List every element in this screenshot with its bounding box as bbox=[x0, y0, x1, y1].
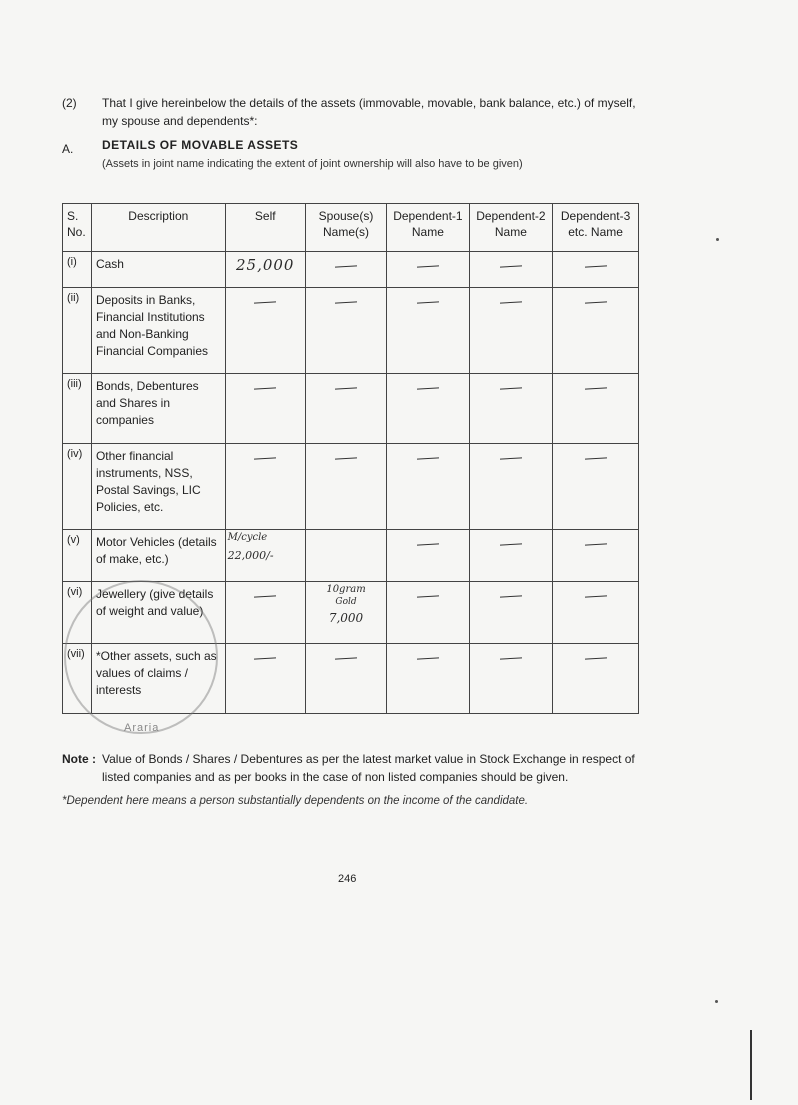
paragraph-number: (2) bbox=[62, 96, 77, 110]
spouse-value bbox=[305, 582, 386, 644]
table-row bbox=[63, 288, 639, 374]
self-value bbox=[225, 530, 305, 582]
nil-dash bbox=[500, 265, 522, 267]
nil-dash bbox=[335, 657, 357, 659]
nil-dash bbox=[500, 387, 522, 389]
dependent-2-value bbox=[469, 444, 553, 530]
dependent-3-value bbox=[553, 582, 639, 644]
header-sno: S. No. bbox=[63, 204, 92, 252]
self-value bbox=[225, 582, 305, 644]
spouse-value bbox=[305, 530, 386, 582]
table-row bbox=[63, 530, 639, 582]
dependent-1-value bbox=[387, 444, 469, 530]
dependent-1-value bbox=[387, 582, 469, 644]
scan-speck bbox=[716, 238, 719, 241]
row-description: Other financial instruments, NSS, Postal Savings, LIC Policies, etc. bbox=[91, 444, 225, 530]
row-description: Bonds, Debentures and Shares in companies bbox=[91, 374, 225, 444]
nil-dash bbox=[585, 543, 607, 545]
nil-dash bbox=[254, 387, 276, 389]
section-letter: A. bbox=[62, 142, 74, 156]
self-value bbox=[225, 252, 305, 288]
nil-dash bbox=[417, 265, 439, 267]
self-value bbox=[225, 444, 305, 530]
dependent-2-value bbox=[469, 530, 553, 582]
row-sno: (v) bbox=[63, 530, 92, 582]
dependent-3-value bbox=[553, 644, 639, 714]
note-block bbox=[62, 750, 652, 784]
jewellery-value: 7,000 bbox=[328, 611, 364, 625]
self-value bbox=[225, 288, 305, 374]
scan-edge-mark bbox=[750, 1030, 752, 1100]
nil-dash bbox=[500, 657, 522, 659]
nil-dash bbox=[417, 387, 439, 389]
nil-dash bbox=[254, 595, 276, 597]
nil-dash bbox=[417, 657, 439, 659]
row-sno: (vii) bbox=[63, 644, 92, 714]
nil-dash bbox=[585, 457, 607, 459]
table-row bbox=[63, 252, 639, 288]
row-description: Deposits in Banks, Financial Institutions and Non-Banking Financial Companies bbox=[91, 288, 225, 374]
header-dependent-3: Dependent-3 etc. Name bbox=[553, 204, 639, 252]
nil-dash bbox=[417, 457, 439, 459]
vehicle-value: 22,000/- bbox=[227, 549, 274, 562]
nil-dash bbox=[417, 595, 439, 597]
header-dependent-1: Dependent-1 Name bbox=[387, 204, 469, 252]
stamp-text: Araria bbox=[124, 722, 160, 734]
dependent-2-value bbox=[469, 582, 553, 644]
row-sno: (iv) bbox=[63, 444, 92, 530]
nil-dash bbox=[335, 265, 357, 267]
footnote: *Dependent here means a person substantially dependents on the income of the candidate. bbox=[62, 795, 529, 807]
dependent-1-value bbox=[387, 252, 469, 288]
page-number: 246 bbox=[338, 873, 357, 885]
nil-dash bbox=[417, 301, 439, 303]
nil-dash bbox=[254, 457, 276, 459]
spouse-value bbox=[305, 444, 386, 530]
row-sno: (iii) bbox=[63, 374, 92, 444]
nil-dash bbox=[585, 301, 607, 303]
jewellery-metal: Gold bbox=[335, 597, 357, 607]
dependent-3-value bbox=[553, 444, 639, 530]
dependent-3-value bbox=[553, 288, 639, 374]
dependent-1-value bbox=[387, 374, 469, 444]
header-dependent-2: Dependent-2 Name bbox=[469, 204, 553, 252]
nil-dash bbox=[417, 543, 439, 545]
row-description: Cash bbox=[91, 252, 225, 288]
nil-dash bbox=[335, 387, 357, 389]
note-label: Note : bbox=[62, 752, 96, 766]
row-sno: (vi) bbox=[63, 582, 92, 644]
dependent-2-value bbox=[469, 288, 553, 374]
office-stamp bbox=[64, 580, 218, 734]
nil-dash bbox=[500, 595, 522, 597]
table-row bbox=[63, 444, 639, 530]
nil-dash bbox=[500, 457, 522, 459]
nil-dash bbox=[254, 657, 276, 659]
nil-dash bbox=[335, 457, 357, 459]
dependent-2-value bbox=[469, 252, 553, 288]
paragraph-text: That I give hereinbelow the details of the assets (immovable, movable, bank balance, etc.) of myself, my spouse and dependents*: bbox=[102, 96, 636, 128]
nil-dash bbox=[585, 265, 607, 267]
nil-dash bbox=[585, 595, 607, 597]
nil-dash bbox=[585, 387, 607, 389]
self-value bbox=[225, 644, 305, 714]
dependent-3-value bbox=[553, 374, 639, 444]
dependent-2-value bbox=[469, 644, 553, 714]
section-subtitle: (Assets in joint name indicating the extent of joint ownership will also have to be given) bbox=[102, 158, 523, 170]
row-description: *Other assets, such as values of claims / interests bbox=[91, 644, 225, 714]
header-spouse: Spouse(s) Name(s) bbox=[305, 204, 386, 252]
nil-dash bbox=[585, 657, 607, 659]
nil-dash bbox=[500, 543, 522, 545]
section-title: DETAILS OF MOVABLE ASSETS bbox=[102, 138, 299, 152]
dependent-2-value bbox=[469, 374, 553, 444]
dependent-3-value bbox=[553, 252, 639, 288]
table-header-row bbox=[63, 204, 639, 252]
spouse-value bbox=[305, 374, 386, 444]
scan-speck bbox=[715, 1000, 718, 1003]
spouse-value bbox=[305, 644, 386, 714]
nil-dash bbox=[500, 301, 522, 303]
row-sno: (ii) bbox=[63, 288, 92, 374]
row-description: Motor Vehicles (details of make, etc.) bbox=[91, 530, 225, 582]
nil-dash bbox=[254, 301, 276, 303]
spouse-value bbox=[305, 288, 386, 374]
table-row bbox=[63, 374, 639, 444]
note-text: Value of Bonds / Shares / Debentures as per the latest market value in Stock Exchange in respect of listed companies and as per books in the case of non listed companies should be given. bbox=[102, 752, 635, 784]
row-sno: (i) bbox=[63, 252, 92, 288]
self-value bbox=[225, 374, 305, 444]
dependent-1-value bbox=[387, 644, 469, 714]
vehicle-make: M/cycle bbox=[227, 532, 268, 543]
jewellery-weight: 10gram bbox=[326, 584, 366, 595]
nil-dash bbox=[335, 301, 357, 303]
dependent-3-value bbox=[553, 530, 639, 582]
header-self: Self bbox=[225, 204, 305, 252]
row-description: Jewellery (give details of weight and value) bbox=[91, 582, 225, 644]
spouse-value bbox=[305, 252, 386, 288]
header-description: Description bbox=[91, 204, 225, 252]
cash-amount: 25,000 bbox=[235, 256, 295, 274]
dependent-1-value bbox=[387, 288, 469, 374]
dependent-1-value bbox=[387, 530, 469, 582]
